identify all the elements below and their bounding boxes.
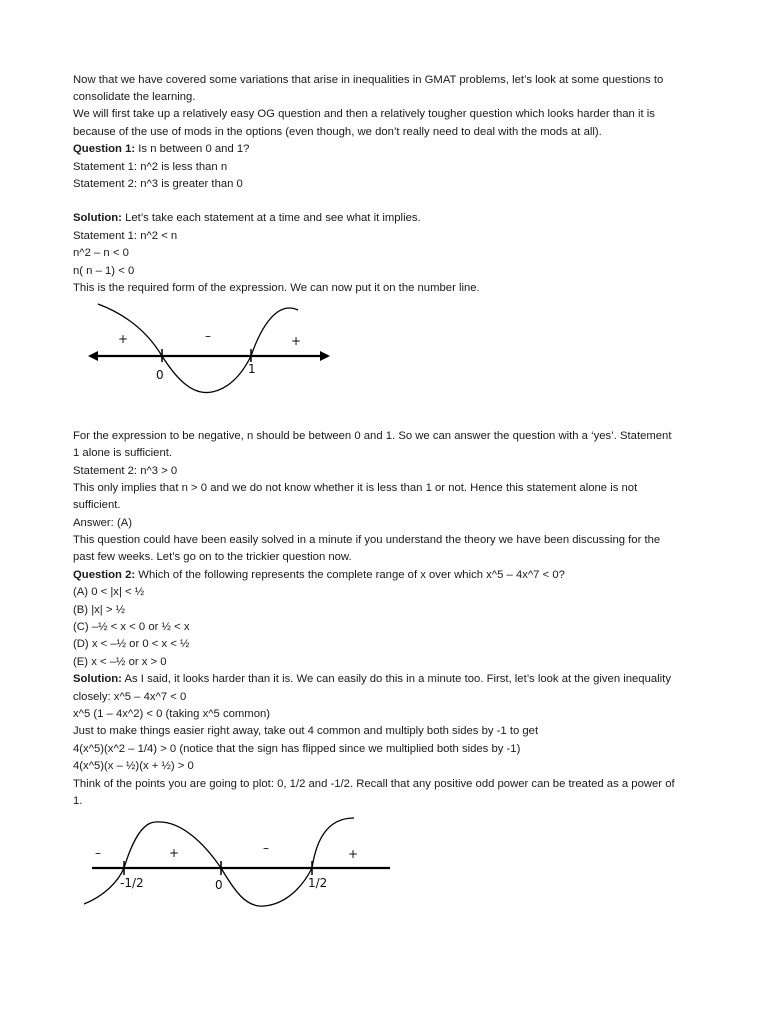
option-a: (A) 0 < |x| < ½ — [73, 586, 145, 598]
paragraph-line: past few weeks. Let’s go on to the trickier question now. — [73, 551, 352, 563]
option-d: (D) x < –½ or 0 < x < ½ — [73, 638, 190, 650]
number-line-figure-1 — [80, 300, 340, 400]
sign-minus-middle: – — [205, 329, 211, 343]
arrow-right-icon — [320, 351, 330, 361]
paragraph-line: 1 alone is sufficient. — [73, 447, 173, 459]
paragraph-line: 4(x^5)(x^2 – 1/4) > 0 (notice that the sign has flipped since we multiplied both sides by -1) — [73, 743, 521, 755]
paragraph-line: Statement 1: n^2 < n — [73, 230, 178, 242]
option-b: (B) |x| > ½ — [73, 604, 126, 616]
arrow-left-icon — [88, 351, 98, 361]
solution-2-text: As I said, it looks harder than it is. We can easily do this in a minute too. First, let’s look at the given inequality — [121, 673, 671, 685]
question-2-heading — [73, 567, 565, 583]
sign-plus-4: + — [348, 847, 359, 861]
sign-minus-3: – — [263, 841, 269, 855]
paragraph-line: We will first take up a relatively easy OG question and then a relatively tougher question which looks harder than it is — [73, 108, 655, 120]
paragraph-line: n( n – 1) < 0 — [73, 265, 135, 277]
solution-1-label: Solution: — [73, 212, 122, 224]
paragraph-line: consolidate the learning. — [73, 91, 196, 103]
question-1-heading — [73, 141, 249, 157]
paragraph-line: Just to make things easier right away, take out 4 common and multiply both sides by -1 to get — [73, 725, 539, 737]
paragraph-line: Statement 1: n^2 is less than n — [73, 161, 228, 173]
paragraph-line: x^5 (1 – 4x^2) < 0 (taking x^5 common) — [73, 708, 271, 720]
paragraph-line: Answer: (A) — [73, 517, 133, 529]
paragraph-line: because of the use of mods in the options (even though, we don’t really need to deal with the mods at all). — [73, 126, 602, 138]
paragraph-line: Statement 2: n^3 is greater than 0 — [73, 178, 243, 190]
solution-1-text: Let’s take each statement at a time and see what it implies. — [121, 212, 421, 224]
question-1-text: Is n between 0 and 1? — [135, 143, 250, 155]
label-zero: 0 — [215, 878, 223, 892]
number-line-figure-2 — [84, 812, 394, 916]
option-c: (C) –½ < x < 0 or ½ < x — [73, 621, 190, 633]
paragraph-line: 1. — [73, 795, 83, 807]
option-e: (E) x < –½ or x > 0 — [73, 656, 167, 668]
question-1-label: Question 1: — [73, 143, 136, 155]
sign-plus-2: + — [169, 846, 180, 860]
paragraph-line: Statement 2: n^3 > 0 — [73, 465, 178, 477]
paragraph-line: Now that we have covered some variations that arise in inequalities in GMAT problems, let’s look at some questions to — [73, 74, 664, 86]
sign-curve — [98, 304, 298, 393]
paragraph-line: Think of the points you are going to plot: 0, 1/2 and -1/2. Recall that any positive odd power can be treated as a power of — [73, 778, 675, 790]
solution-2-heading — [73, 671, 671, 687]
sign-plus-left: + — [118, 332, 129, 346]
label-half: 1/2 — [308, 876, 328, 890]
paragraph-line: For the expression to be negative, n should be between 0 and 1. So we can answer the question with a ‘yes’. Statement — [73, 430, 672, 442]
sign-plus-right: + — [291, 334, 302, 348]
solution-1-heading — [73, 210, 421, 226]
label-one: 1 — [248, 362, 256, 376]
label-zero: 0 — [156, 368, 164, 382]
question-2-text: Which of the following represents the complete range of x over which x^5 – 4x^7 < 0? — [135, 569, 565, 581]
paragraph-line: n^2 – n < 0 — [73, 247, 129, 259]
paragraph-line: 4(x^5)(x – ½)(x + ½) > 0 — [73, 760, 194, 772]
paragraph-line: This is the required form of the expression. We can now put it on the number line. — [73, 282, 480, 294]
paragraph-line: closely: x^5 – 4x^7 < 0 — [73, 691, 187, 703]
question-2-label: Question 2: — [73, 569, 136, 581]
solution-2-label: Solution: — [73, 673, 122, 685]
paragraph-line: sufficient. — [73, 499, 121, 511]
label-neg-half: -1/2 — [120, 876, 144, 890]
paragraph-line: This only implies that n > 0 and we do not know whether it is less than 1 or not. Hence this statement alone is not — [73, 482, 638, 494]
sign-minus-1: – — [95, 846, 101, 860]
paragraph-line: This question could have been easily solved in a minute if you understand the theory we have been discussing for the — [73, 534, 661, 546]
